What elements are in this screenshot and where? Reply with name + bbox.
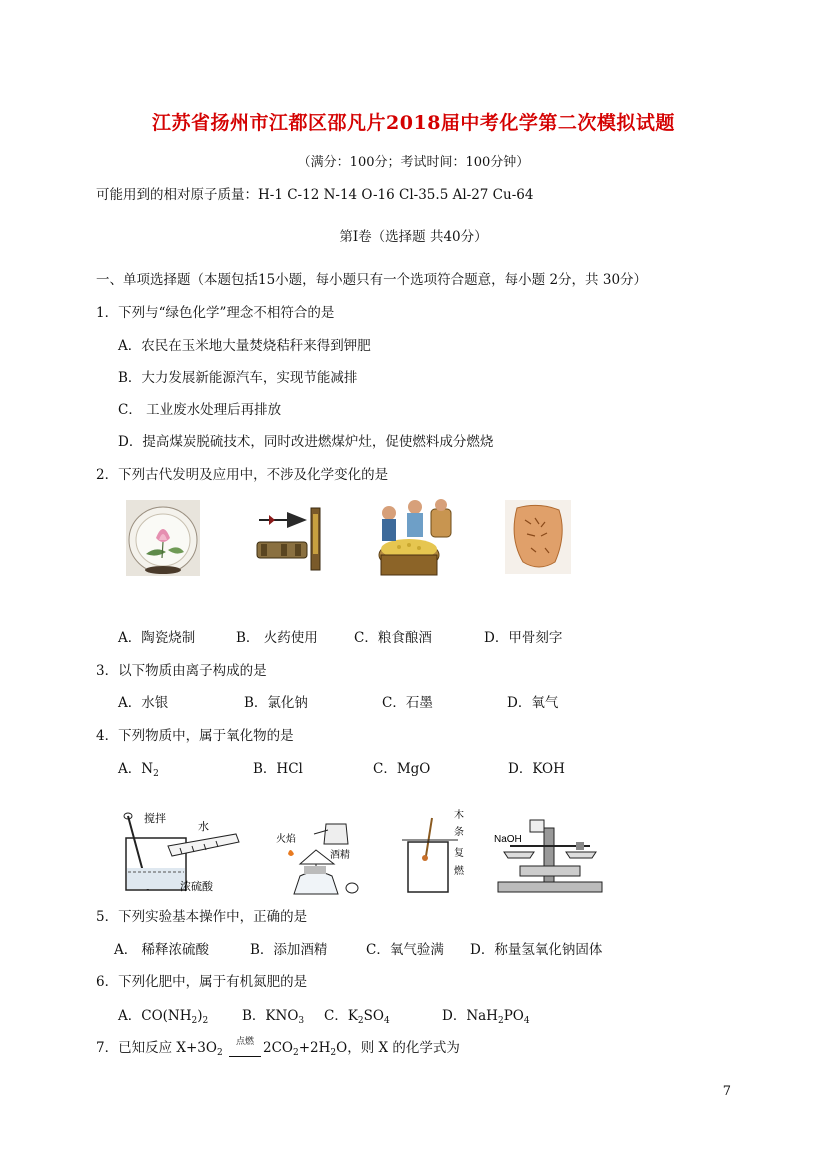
section-title: 第Ⅰ卷（选择题 共40分） [339, 229, 488, 245]
brewing-wine-image [369, 497, 455, 579]
gunpowder-weapon-image [251, 500, 327, 576]
q4-option-a: A．$N_2$ [118, 761, 159, 779]
q2-option-c: C．粮食酿酒 [354, 630, 432, 646]
page-number: 7 [722, 1084, 731, 1099]
label-water: 水 [198, 821, 209, 833]
label-re: 复 [454, 848, 464, 859]
q1-option-c: C． 工业废水处理后再排放 [118, 402, 282, 418]
label-burn: 燃 [454, 866, 464, 877]
balance-apparatus [490, 806, 610, 896]
exam-title: 江苏省扬州市江都区邵凡片2018届中考化学第二次模拟试题 [152, 112, 675, 134]
q5-option-a: A． 稀释浓硫酸 [114, 942, 210, 958]
q6-option-c: C．$K_2SO_4$ [324, 1008, 390, 1026]
q6-stem: 6．下列化肥中，属于有机氮肥的是 [96, 974, 308, 990]
q3-option-b: B．氯化钠 [244, 695, 308, 711]
q3-option-c: C．石墨 [382, 695, 433, 711]
q5-option-b: B．添加酒精 [250, 942, 328, 958]
q3-stem: 3．以下物质由离子构成的是 [96, 663, 267, 679]
q3-option-a: A．水银 [118, 695, 169, 711]
q2-option-d: D．甲骨刻字 [484, 630, 563, 646]
q4-option-d: D．KOH [508, 761, 565, 777]
label-naoh: NaOH [494, 834, 522, 845]
label-strip: 条 [454, 827, 464, 838]
q1-option-d: D．提高煤炭脱硫技术，同时改进燃煤炉灶，促使燃料成分燃烧 [118, 434, 494, 450]
q1-option-a: A．农民在玉米地大量焚烧秸秆来得到钾肥 [118, 338, 371, 354]
q4-stem: 4．下列物质中，属于氧化物的是 [96, 728, 294, 744]
q7-stem: 7．已知反应 $X+3O_2$ 点燃 $2CO_2+2H_2O$，则 X 的化学式为 [96, 1036, 460, 1058]
label-stir: 搅拌 [144, 813, 166, 825]
label-concentrated-acid: 浓硫酸 [180, 881, 213, 893]
label-wood: 木 [454, 810, 464, 821]
oxygen-test-apparatus [398, 806, 468, 896]
q6-option-d: D．$NaH_2PO_4$ [442, 1008, 530, 1026]
part1-heading: 一、单项选择题（本题包括15小题，每小题只有一个选项符合题意，每小题 2分，共 30分） [96, 272, 648, 288]
q4-option-b: B．HCl [253, 761, 303, 777]
q2-option-b: B． 火药使用 [236, 630, 318, 646]
q4-option-c: C．MgO [373, 761, 431, 777]
atomic-masses: 可能用到的相对原子质量：H-1 C-12 N-14 O-16 Cl-35.5 Al-27 Cu-64 [96, 187, 534, 203]
ceramic-plate-image [126, 500, 200, 576]
label-flame: 火焰 [276, 834, 296, 845]
condition-ignite: 点燃 [235, 1037, 254, 1047]
label-alcohol: 酒精 [330, 850, 350, 861]
q2-stem: 2．下列古代发明及应用中，不涉及化学变化的是 [96, 467, 389, 483]
q5-option-d: D．称量氢氧化钠固体 [470, 942, 603, 958]
dilute-acid-apparatus [118, 808, 248, 898]
q5-stem: 5．下列实验基本操作中，正确的是 [96, 909, 308, 925]
q1-stem: 1．下列与“绿色化学”理念不相符合的是 [96, 305, 335, 321]
q6-option-b: B．$KNO_3$ [242, 1008, 305, 1026]
q3-option-d: D．氧气 [507, 695, 559, 711]
q6-option-a: A．$CO(NH_2)_2$ [118, 1008, 209, 1026]
q1-option-b: B．大力发展新能源汽车，实现节能减排 [118, 370, 358, 386]
q2-option-a: A．陶瓷烧制 [118, 630, 196, 646]
add-alcohol-apparatus [270, 818, 370, 898]
q5-option-c: C．氧气验满 [366, 942, 444, 958]
oracle-bone-image [505, 500, 571, 574]
exam-subtitle: （满分：100分；考试时间：100分钟） [297, 155, 530, 170]
